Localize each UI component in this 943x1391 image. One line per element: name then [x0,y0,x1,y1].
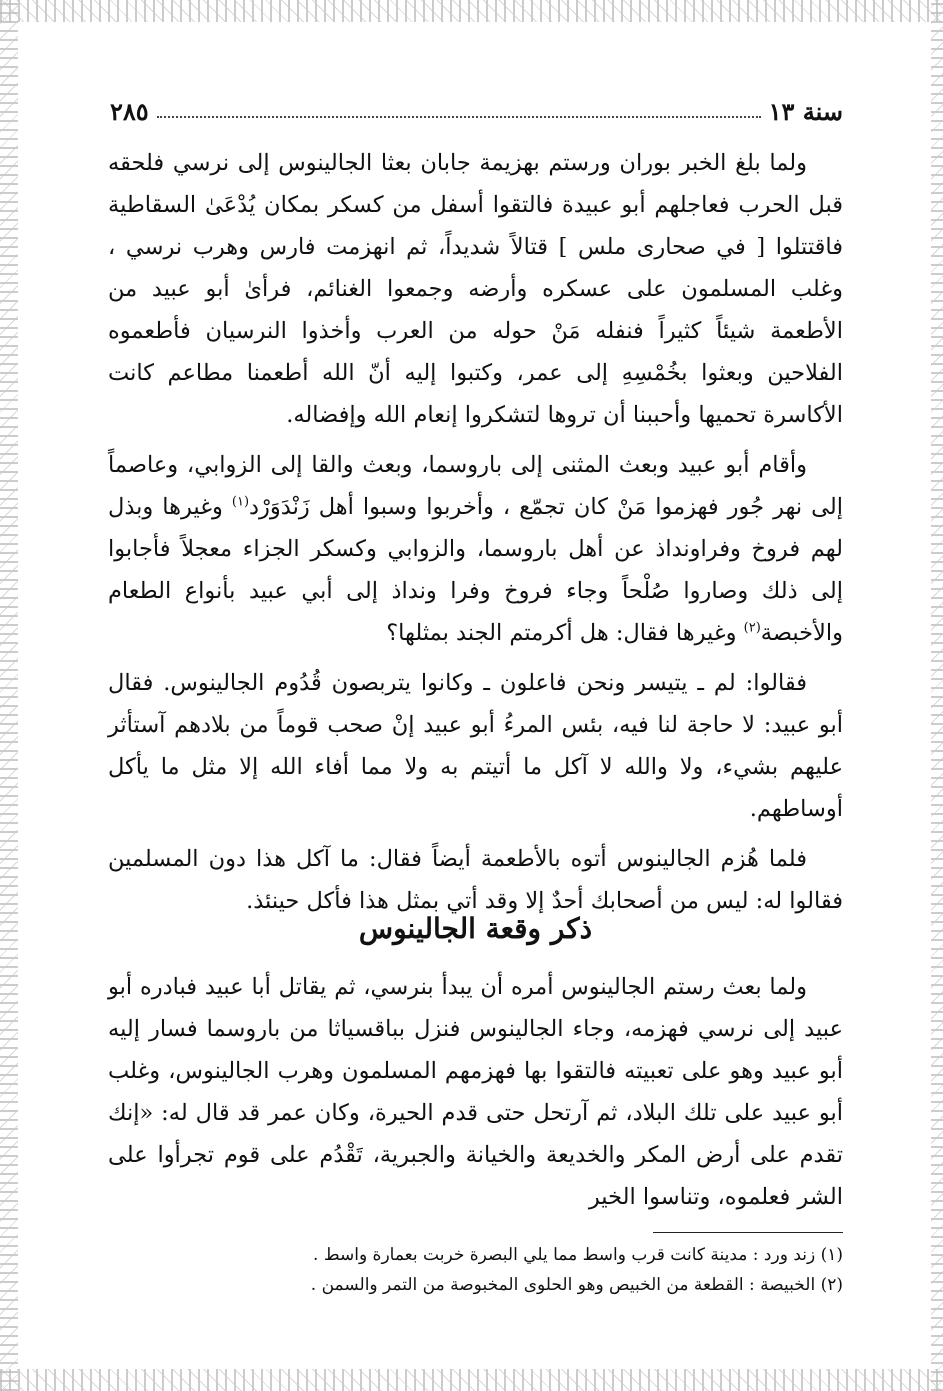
paragraph-1: ولما بلغ الخبر بوران ورستم بهزيمة جابان بعثا الجالينوس إلى نرسي فلحقه قبل الحرب فعاجلهم أبو عبيدة فالتقوا أسفل من كسكر بمكان يُدْعَىٰ السقاطية فاقتتلوا [ في صحارى ملس ] قتالاً شديداً، ثم انهزمت فارس وهرب نرسي ، وغلب المسلمون على عسكره وأرضه وجمعوا الغنائم، فرأىٰ أبو عبيد من الأطعمة شيئاً كثيراً فنفله مَنْ حوله من العرب وأخذوا النرسيان فأطعموه الفلاحين وبعثوا بخُمْسِهِ إلى عمر، وكتبوا إليه أنّ الله أطعمنا مطاعم كانت الأكاسرة تحميها وأحببنا أن تروها لتشكروا إنعام الله وإفضاله. [108,150,843,428]
paragraph-2-part-a: وأقام أبو عبيد وبعث المثنى إلى باروسما، وبعث والقا إلى الزوابي، وعاصماً إلى نهر جُور فهزموا مَنْ كان تجمّع ، وأخربوا وسبوا أهل زَنْدَوَرْد [108,452,843,520]
main-text [108,142,843,922]
footnote-ref-2: (٢) [743,620,761,636]
footnote-1: (١) زند ورد : مدينة كانت قرب واسط مما يلي البصرة خربت بعمارة واسط . [313,1245,843,1265]
footnote-separator [653,1232,843,1233]
paragraph-4: فلما هُزم الجالينوس أتوه بالأطعمة أيضاً فقال: ما آكل هذا دون المسلمين فقالوا له: ليس من أصحابك أحدٌ إلا وقد أتي بمثل هذا فأكل حينئذ. [108,846,843,914]
decorative-border-bottom [0,1369,943,1391]
running-head: سنة ١٣ [768,97,843,126]
page-number: ٢٨٥ [110,97,149,126]
decorative-border-left [0,0,18,1391]
footnotes [108,1240,843,1300]
paragraph-3: فقالوا: لم ـ يتيسر ونحن فاعلون ـ وكانوا يتربصون قُدُوم الجالينوس. فقال أبو عبيد: لا حاجة لنا فيه، بئس المرءُ أبو عبيد إنْ صحب قوماً من بلادهم آستأثر عليهم بشيء، ولا والله لا آكل ما أتيتم به ولا مما أفاء الله إلا مثل ما يأكل أوساطهم. [108,670,843,822]
paragraph-2-part-b: وغيرها وبذل لهم فروخ وفراونداذ عن أهل باروسما، والزوابي وكسكر الجزاء معجلاً فأجابوا إلى ذلك وصاروا صُلْحاً وجاء فروخ وفرا ونداذ إلى أبي عبيد بأنواع الطعام والأخبصة [108,494,843,646]
section-paragraph: ولما بعث رستم الجالينوس أمره أن يبدأ بنرسي، ثم يقاتل أبا عبيد فبادره أبو عبيد إلى نرسي فهزمه، وجاء الجالينوس فنزل بباقسياثا من باروسما فسار إليه أبو عبيد وهو على تعبيته فالتقوا بها فهزمهم المسلمون وهرب الجالينوس، وغلب أبو عبيد على تلك البلاد، ثم آرتحل حتى قدم الحيرة، وكان عمر قد قال له: «إنك تقدم على أرض المكر والخديعة والخيانة والجبرية، تَقْدُم على قوم تجرأوا على الشر فعلموه، وتناسوا الخير [108,974,843,1210]
header-dotted-rule [157,115,761,118]
decorative-border-right [931,0,943,1391]
section-text [108,966,843,1218]
footnote-ref-1: (١) [231,494,250,510]
page-header [110,92,843,126]
decorative-border-top [0,0,943,22]
paragraph-2 [108,444,843,654]
paragraph-2-part-c: وغيرها فقال: هل أكرمتم الجند بمثلها؟ [386,620,744,646]
section-title: ذكر وقعة الجالينوس [358,912,593,945]
footnote-2: (٢) الخبيصة : القطعة من الخبيص وهو الحلوى المخبوصة من التمر والسمن . [310,1275,843,1295]
